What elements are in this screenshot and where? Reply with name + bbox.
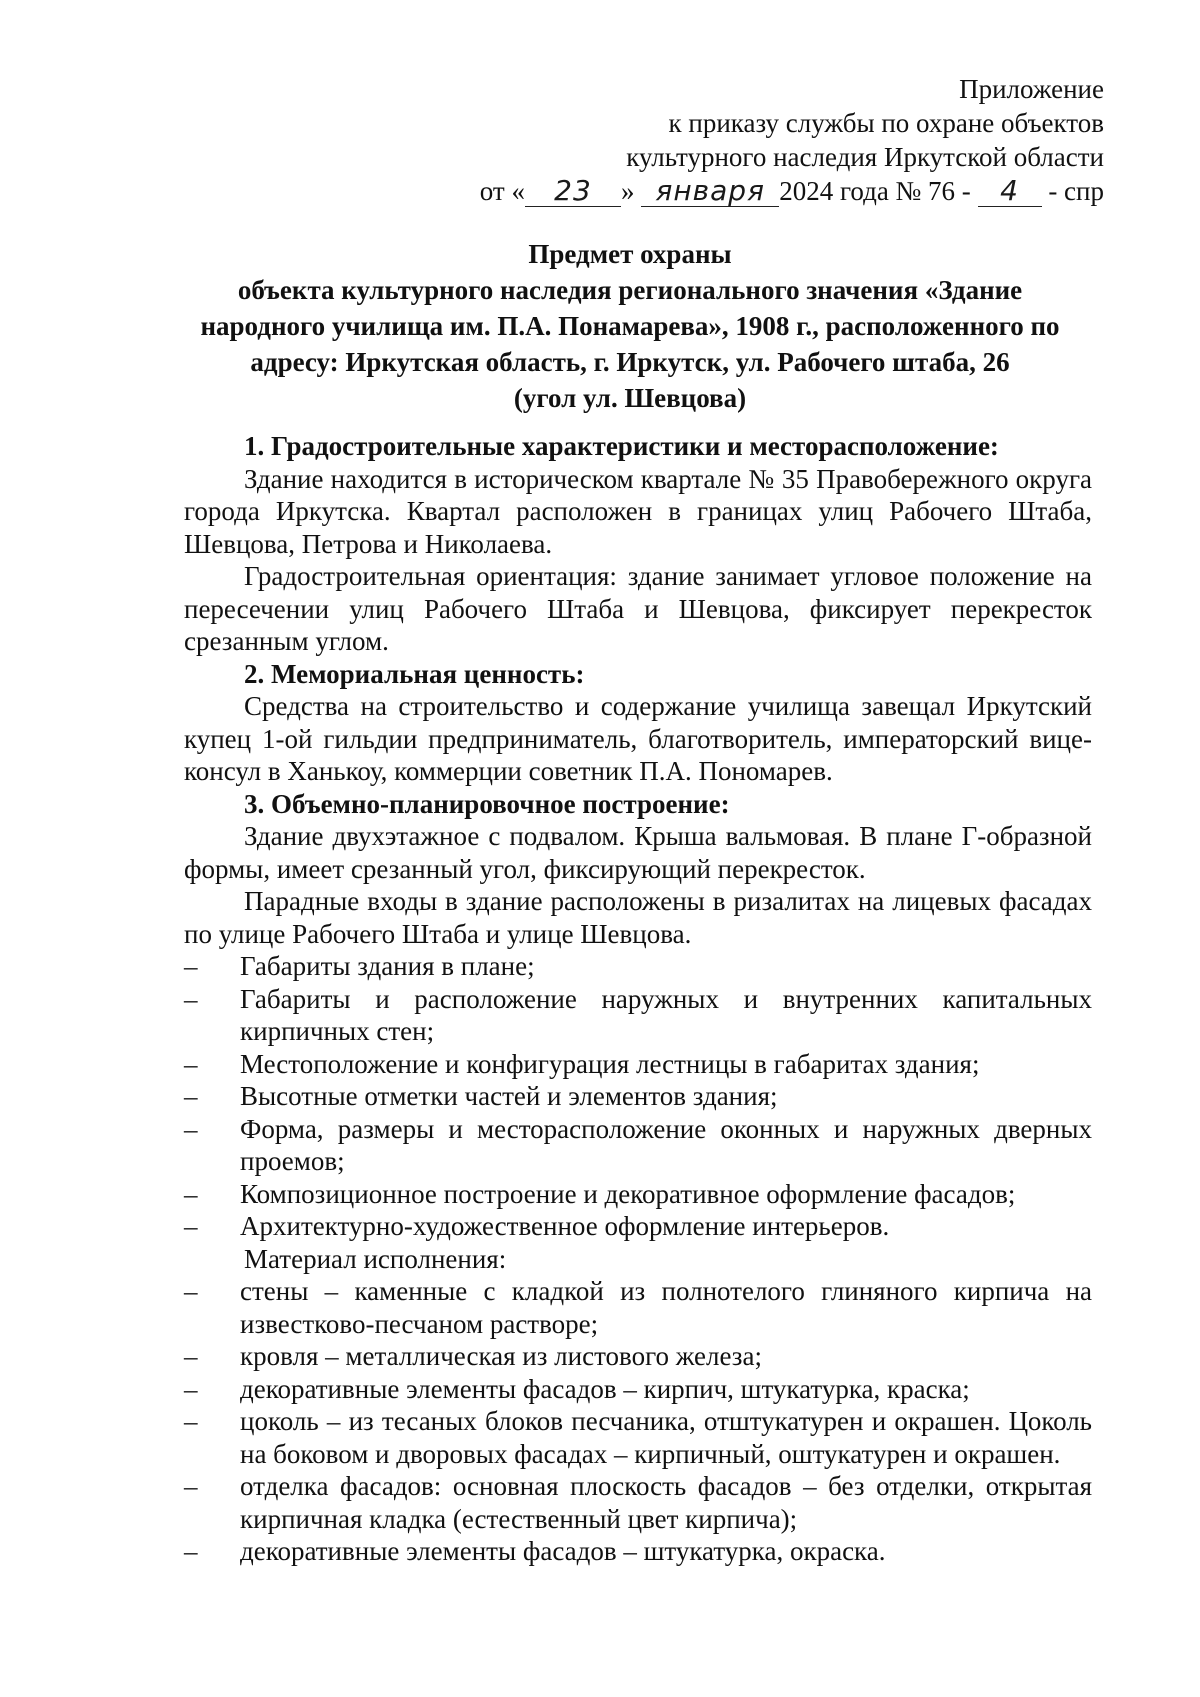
order-year-text: 2024 года № 76 - [779,176,971,206]
title-line-4: адресу: Иркутская область, г. Иркутск, ул. Рабочего штаба, 26 [250,347,1010,377]
appendix-header [480,72,1104,208]
dash-marker: – [184,1373,198,1404]
dash-marker: – [184,1048,198,1079]
appendix-label: Приложение [959,74,1104,104]
material-item-text: декоративные элементы фасадов – кирпич, штукатурка, краска; [240,1373,970,1404]
order-number-handwritten: 4 [1000,174,1019,207]
material-item [184,1405,1092,1470]
material-item [184,1535,1092,1568]
section-3-paragraph-1: Здание двухэтажное с подвалом. Крыша вальмовая. В плане Г-образной формы, имеет срезанный угол, фиксирующий перекресток. [184,821,1092,884]
order-prefix: от « [479,176,525,206]
section-1-paragraph-2: Градостроительная ориентация: здание занимает угловое положение на пересечении улиц Рабочего Штаба и Шевцова, фиксирует перекресток срезанным углом. [184,561,1092,656]
section-3-paragraph-2: Парадные входы в здание расположены в ризалитах на лицевых фасадах по улице Рабочего Штаба и улице Шевцова. [184,886,1092,949]
dash-marker: – [184,1276,198,1306]
list-item [184,950,1092,983]
dash-marker: – [184,1341,198,1371]
material-item [184,1275,1092,1340]
document-body [184,430,1092,1568]
list-item [184,1178,1092,1211]
list-item [184,1210,1092,1243]
appendix-order-ref: к приказу службы по охране объектов [668,108,1104,138]
list-item [184,1113,1092,1178]
order-day-handwritten: 23 [554,174,592,207]
list-item-text: Архитектурно-художественное оформление интерьеров. [240,1211,890,1241]
list-item-text: Композиционное построение и декоративное оформление фасадов; [240,1178,1016,1209]
order-month-handwritten: января [655,174,765,207]
appendix-authority: культурного наследия Иркутской области [626,142,1104,172]
materials-heading: Материал исполнения: [244,1243,507,1274]
section-1-paragraph-1: Здание находится в историческом квартале № 35 Правобережного округа города Иркутска. Квартал расположен в границах улиц Рабочего Штаба, Шевцова, Петрова и Николаева. [184,463,1092,559]
material-item-text: кровля – металлическая из листового железа; [240,1341,762,1371]
title-line-5: (угол ул. Шевцова) [513,383,747,413]
section-2-heading: 2. Мемориальная ценность: [244,658,585,689]
dash-marker: – [184,951,198,981]
dash-marker: – [184,1081,198,1111]
material-item-text: стены – каменные с кладкой из полнотелого глиняного кирпича на известково-песчаном растворе; [240,1276,1092,1339]
title-line-2: объекта культурного наследия регионального значения «Здание [237,275,1023,305]
order-date-line [480,174,1104,208]
material-item-text: цоколь – из тесаных блоков песчаника, отштукатурен и окрашен. Цоколь на боковом и дворовых фасадах – кирпичный, оштукатурен и окрашен. [240,1406,1092,1469]
section-1-heading: 1. Градостроительные характеристики и месторасположение: [244,431,999,461]
list-item [184,1080,1092,1113]
section-3-heading: 3. Объемно-планировочное построение: [244,788,730,819]
dash-marker: – [184,983,198,1014]
document-title [140,236,1120,416]
dash-marker: – [184,1536,198,1566]
list-item [184,1048,1092,1081]
list-item [184,983,1092,1048]
list-item-text: Габариты и расположение наружных и внутренних капитальных кирпичных стен; [240,983,1092,1046]
material-item-text: декоративные элементы фасадов – штукатурка, окраска. [240,1536,886,1566]
dash-marker: – [184,1113,198,1144]
title-line-3: народного училища им. П.А. Понамарева», 1908 г., расположенного по [200,311,1060,341]
dash-marker: – [184,1178,198,1209]
dash-marker: – [184,1406,198,1436]
list-item-text: Габариты здания в плане; [240,951,535,981]
dash-marker: – [184,1211,198,1241]
material-item [184,1373,1092,1406]
section-2-paragraph-1: Средства на строительство и содержание училища завещал Иркутский купец 1-ой гильдии предприниматель, благотворитель, императорский вице-консул в Ханькоу, коммерции советник П.А. Пономарев. [184,691,1092,786]
dash-marker: – [184,1471,198,1501]
material-item [184,1470,1092,1535]
list-item-text: Форма, размеры и месторасположение оконных и наружных дверных проемов; [240,1113,1092,1176]
material-item [184,1340,1092,1373]
order-suffix: - спр [1048,176,1104,206]
list-item-text: Местоположение и конфигурация лестницы в габаритах здания; [240,1048,980,1079]
order-mid: » [620,176,635,206]
title-line-1: Предмет охраны [528,239,732,269]
list-item-text: Высотные отметки частей и элементов здания; [240,1081,778,1111]
material-item-text: отделка фасадов: основная плоскость фасадов – без отделки, открытая кирпичная кладка (естественный цвет кирпича); [240,1471,1092,1534]
